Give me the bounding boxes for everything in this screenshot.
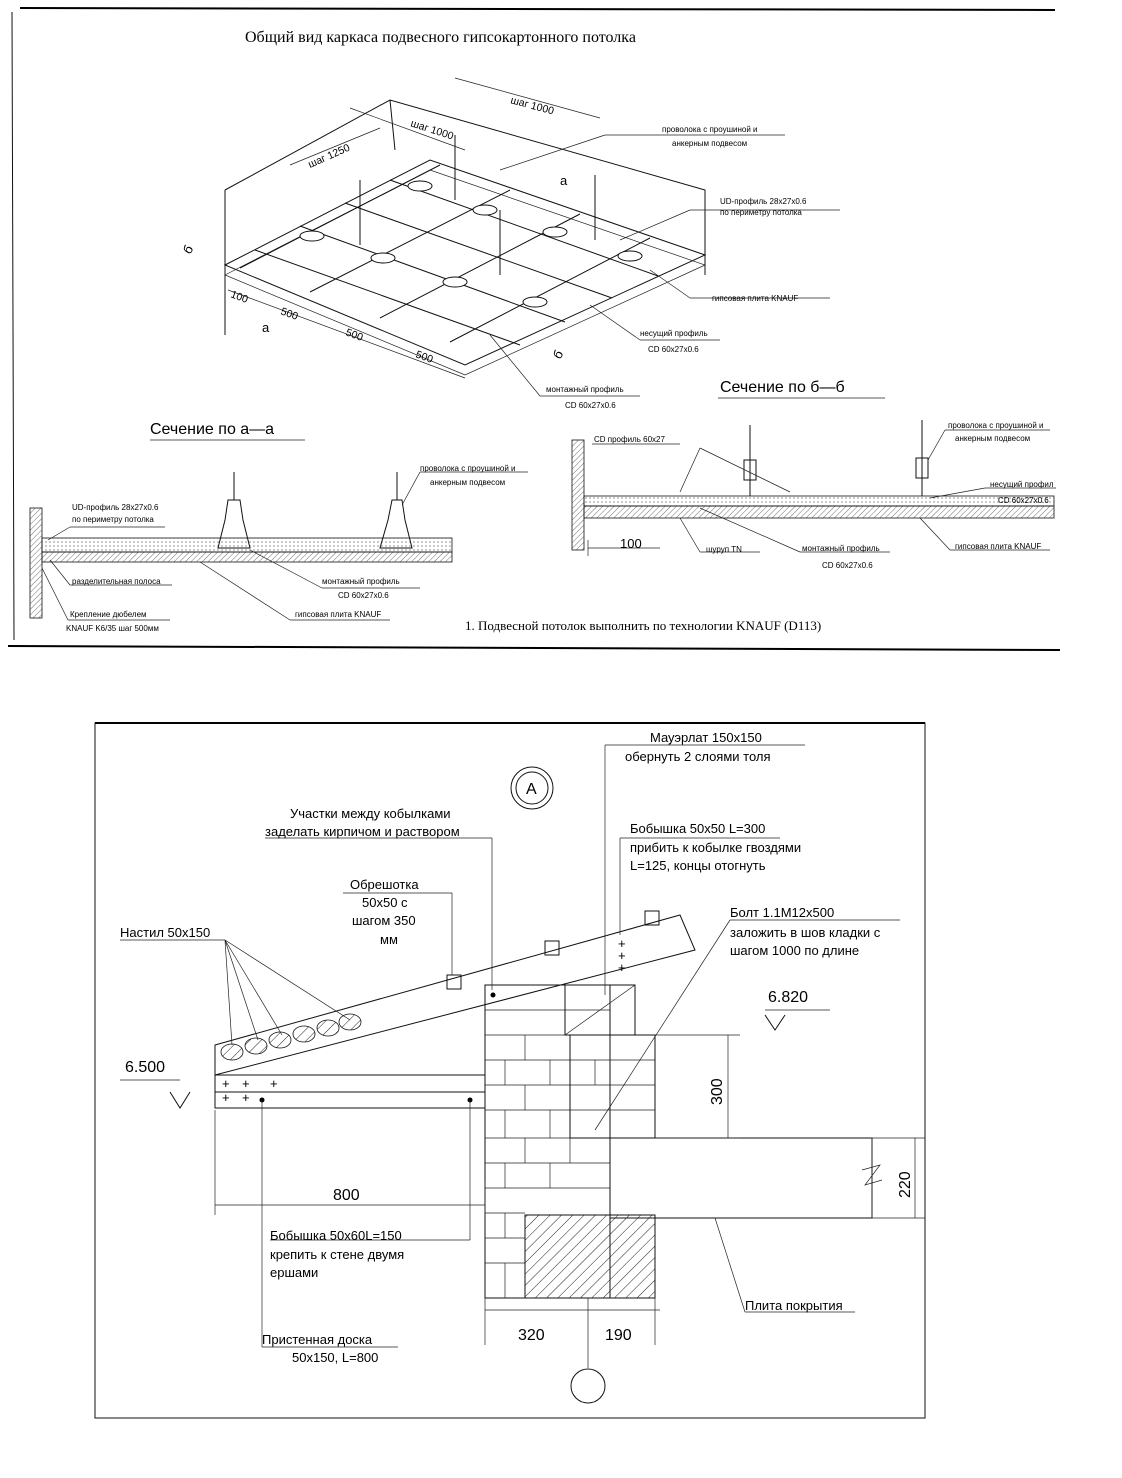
dim-500-a: 500 [278,305,300,323]
section-aa-title: Сечение по а—а [150,421,275,438]
lathing-label: Обрешотка [350,877,419,892]
bottom-frame [95,723,925,1418]
bb-mounting-2: CD 60х27х0.6 [822,561,873,570]
wall-board-label-2: 50х150, L=800 [292,1350,379,1365]
aa-mounting: монтажный профиль [322,577,400,586]
bb-gypsum: гипсовая плита KNAUF [955,542,1042,551]
callout-ud: UD-профиль 28х27х0.6 [720,197,807,206]
lathing-label-3: шагом 350 [352,913,416,928]
bb-carrying: несущий профил [990,480,1054,489]
svg-text:+: + [222,1090,230,1105]
top-sheet [8,8,1060,650]
svg-text:+: + [270,1076,278,1091]
top-frame-left-border [12,12,14,640]
marker-a-label: А [526,781,537,798]
top-frame-top-border [20,8,1055,10]
lathing-label-2: 50х50 с [362,895,408,910]
areas-label-2: заделать кирпичом и раствором [265,824,460,839]
axis-marker-circle [571,1369,605,1403]
callout-carrying-2: CD 60х27х0.6 [648,345,699,354]
dim-100: 100 [228,288,250,306]
brick-wall [485,985,882,1298]
bb-screw: шуруп TN [706,545,742,554]
dimension-lines [120,1010,925,1403]
svg-text:+: + [618,948,626,963]
boss-top-label-3: L=125, концы отогнуть [630,858,766,873]
bolt-label: Болт 1.1М12х500 [730,905,835,920]
areas-label: Участки между кобылками [290,806,451,821]
callout-mounting-2: CD 60х27х0.6 [565,401,616,410]
aa-separating: разделительная полоса [72,577,161,586]
callout-wire-2: анкерным подвесом [672,139,748,148]
boss-top-label-2: прибить к кобылке гвоздями [630,840,802,855]
callout-wire: проволока с проушиной и [662,125,758,134]
dim-step-1000-b: шаг 1000 [409,117,455,143]
svg-text:+: + [242,1076,250,1091]
bb-mounting: монтажный профиль [802,544,880,553]
dim-300: 300 [709,1078,726,1105]
bb-wire: проволока с проушиной и [948,421,1044,430]
aa-ud-2: по периметру потолка [72,515,154,524]
bb-wire-2: анкерным подвесом [955,434,1031,443]
level-6500: 6.500 [125,1059,166,1076]
callout-gypsum: гипсовая плита KNAUF [712,294,799,303]
svg-text:+: + [618,960,626,975]
dim-320: 320 [518,1327,545,1344]
svg-text:+: + [242,1090,250,1105]
section-mark-b-right: б [549,347,567,362]
svg-text:+: + [618,936,626,951]
aa-mounting-2: CD 60х27х0.6 [338,591,389,600]
bottom-sheet [95,723,925,1418]
aa-fastening-2: KNAUF K6/35 шаг 500мм [66,624,159,633]
dim-500-c: 500 [413,348,435,366]
aa-ud: UD-профиль 28х27х0.6 [72,503,159,512]
mauerlat-label: Мауэрлат 150х150 [650,730,762,745]
bolt-label-3: шагом 1000 по длине [730,943,860,958]
dim-220: 220 [897,1171,914,1198]
section-mark-a-bottom: а [262,320,270,335]
dim-800: 800 [333,1187,360,1204]
dim-500-b: 500 [343,326,365,344]
top-frame-bottom-border [8,646,1060,650]
dim-190: 190 [605,1327,632,1344]
bb-carrying-2: CD 60х27х0.6 [998,496,1049,505]
top-sheet-title: Общий вид каркаса подвесного гипсокартонного потолка [245,29,636,46]
bb-dim-100: 100 [620,536,642,551]
dim-step-1250: шаг 1250 [306,141,352,171]
slab-label: Плита покрытия [745,1298,843,1313]
boss-top-label: Бобышка 50х50 L=300 [630,821,766,836]
roof-eave-detail [215,911,695,1108]
bolt-label-2: заложить в шов кладки с [730,925,881,940]
aa-wire: проволока с проушиной и [420,464,516,473]
callout-ud-2: по периметру потолка [720,208,802,217]
callout-carrying: несущий профиль [640,329,708,338]
section-mark-a-top: а [560,173,568,188]
aa-fastening: Крепление дюбелем [70,610,147,619]
wall-board-label: Пристенная доска [262,1332,373,1347]
dim-step-1000-a: шаг 1000 [509,94,556,118]
callout-mounting: монтажный профиль [546,385,624,394]
top-note: 1. Подвесной потолок выполнить по технологии KNAUF (D113) [465,618,822,633]
boss-bottom-label: Бобышка 50х60L=150 [270,1228,402,1243]
section-mark-b-left: б [179,242,197,257]
bb-cd: CD профиль 60х27 [594,435,665,444]
boss-bottom-label-2: крепить к стене двумя [270,1247,405,1262]
boss-bottom-label-3: ершами [270,1265,319,1280]
mauerlat-label-2: обернуть 2 слоями толя [625,749,771,764]
level-6820: 6.820 [768,989,809,1006]
section-bb-title: Сечение по б—б [720,379,845,396]
lathing-label-4: мм [380,932,398,947]
decking-label: Настил 50х150 [120,925,211,940]
aa-wire-2: анкерным подвесом [430,478,506,487]
aa-gypsum: гипсовая плита KNAUF [295,610,382,619]
svg-text:+: + [222,1076,230,1091]
section-bb [572,379,1056,556]
